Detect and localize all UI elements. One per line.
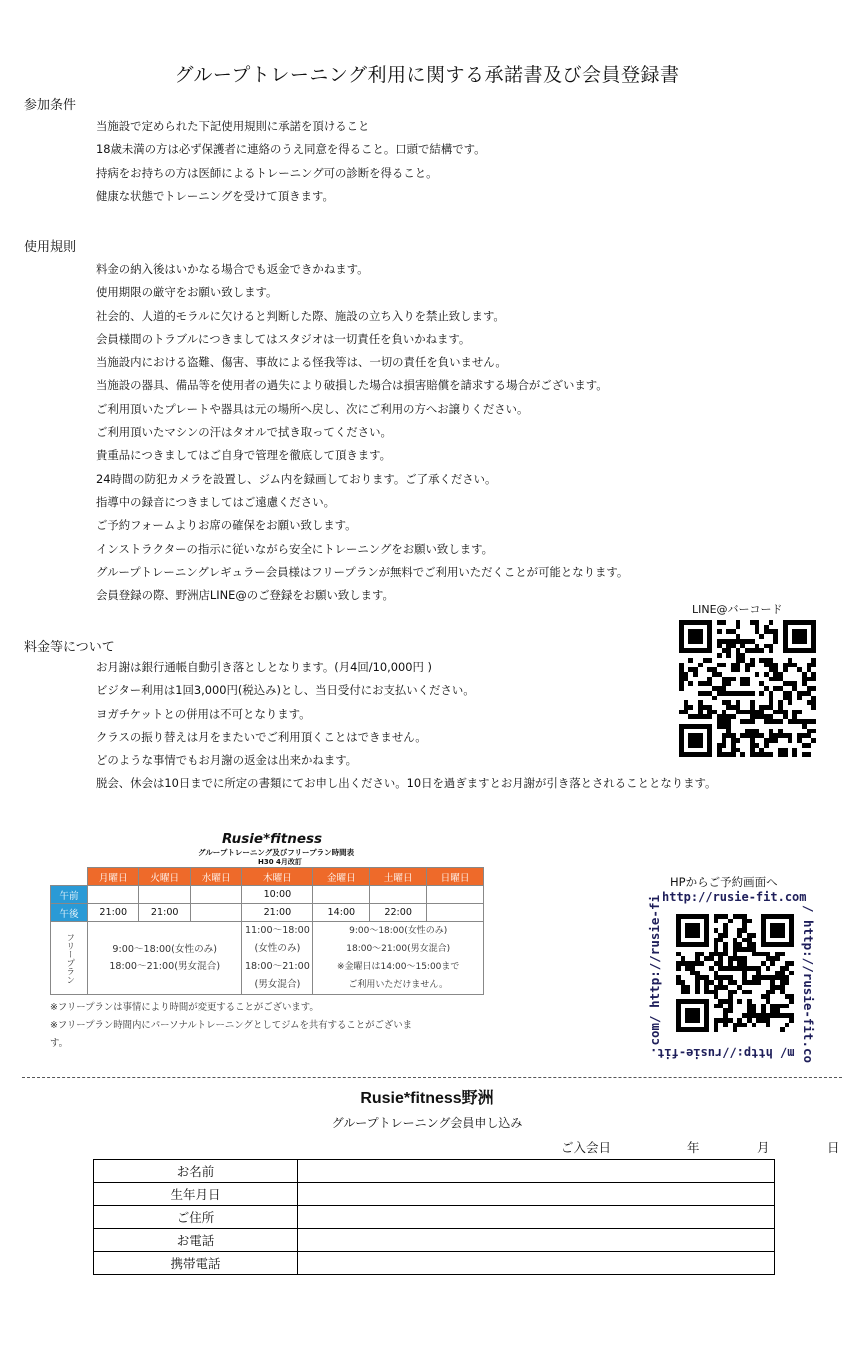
list-item: お月謝は銀行通帳自動引き落としとなります。(月4回/10,000円 ) — [96, 660, 432, 674]
list-item: 18歳未満の方は必ず保護者に連絡のうえ同意を得ること。口頭で結構です。 — [96, 142, 486, 157]
list-item: インストラクターの指示に従いながら安全にトレーニングをお願い致します。 — [96, 541, 493, 556]
qr-module — [811, 752, 816, 757]
table-row — [94, 1229, 775, 1252]
schedule-note: ※フリープラン時間内にパーソナルトレーニングとしてジムを共有することがございま — [50, 1020, 413, 1031]
qr-module — [789, 1027, 794, 1032]
table-cell: 14:00 — [313, 904, 370, 922]
table-row — [94, 1252, 775, 1275]
hp-qr-label: HPからご予約画面へ — [670, 875, 778, 889]
day-header: 火曜日 — [139, 868, 190, 886]
cut-line — [22, 1077, 842, 1078]
list-item: ご予約フォームよりお席の確保をお願い致します。 — [96, 518, 357, 533]
list-item: 健康な状態でトレーニングを受けて頂きます。 — [96, 188, 334, 203]
list-item: 会員様間のトラブルにつきましてはスタジオは一切責任を負いかねます。 — [96, 331, 471, 346]
pm-label: 午後 — [51, 904, 88, 922]
free-plan-thu — [242, 922, 313, 995]
list-item: 24時間の防犯カメラを設置し、ジム内を録画しております。ご了承ください。 — [96, 471, 497, 486]
list-item: 会員登録の際、野洲店LINE@のご登録をお願い致します。 — [96, 588, 394, 603]
field-label-mobile: 携帯電話 — [94, 1252, 298, 1275]
field-label-name: お名前 — [94, 1160, 298, 1183]
schedule-table — [50, 867, 484, 995]
phone-field[interactable] — [298, 1229, 775, 1252]
schedule-note: す。 — [50, 1038, 68, 1049]
free-plan-text: ご利用いただけません。 — [348, 980, 448, 990]
fees-heading: 料金等について — [24, 640, 115, 655]
schedule-revision: H30 4月改訂 — [258, 858, 302, 866]
free-plan-text: 9:00～18:00(女性のみ) — [349, 926, 448, 936]
conditions-heading: 参加条件 — [24, 98, 77, 113]
schedule-subtitle: グループトレーニング及びフリープラン時間表 — [198, 848, 355, 857]
field-label-birthdate: 生年月日 — [94, 1183, 298, 1206]
document-title: グループトレーニング利用に関する承諾書及び会員登録書 — [174, 64, 680, 86]
list-item: 持病をお持ちの方は医師によるトレーニング可の診断を得ること。 — [96, 165, 438, 180]
free-plan-text: 9:00～18:00(女性のみ) — [112, 944, 218, 955]
address-field[interactable] — [298, 1206, 775, 1229]
list-item: ヨガチケットとの併用は不可となります。 — [96, 706, 311, 721]
list-item: 脱会、休会は10日までに所定の書類にてお申し出ください。10日を過ぎますとお月謝が引き落とされることとなります。 — [96, 776, 717, 791]
table-row — [51, 904, 484, 922]
join-date-label: ご入会日 — [561, 1140, 612, 1155]
table-cell — [427, 886, 484, 904]
table-cell: 21:00 — [242, 904, 313, 922]
day-header: 木曜日 — [242, 868, 313, 886]
free-plan-text: 11:00～18:00 — [244, 925, 310, 936]
table-row — [51, 868, 484, 886]
table-cell: 10:00 — [242, 886, 313, 904]
hp-url-top: http://rusie-fit.com — [662, 890, 807, 904]
registration-table — [93, 1159, 775, 1275]
table-cell — [88, 886, 139, 904]
schedule-notes — [50, 999, 412, 1053]
list-item: 使用期限の厳守をお願い致します。 — [96, 285, 278, 300]
list-item: 社会的、人道的モラルに欠けると判断した際、施設の立ち入りを禁止致します。 — [96, 308, 505, 323]
corner-cell — [51, 868, 88, 886]
free-plan-mon-wed — [88, 922, 242, 995]
table-row — [94, 1206, 775, 1229]
name-field[interactable] — [298, 1160, 775, 1183]
table-cell — [370, 886, 427, 904]
table-cell — [190, 886, 241, 904]
form-title: グループトレーニング会員申し込み — [331, 1116, 523, 1130]
join-day-label: 日 — [827, 1140, 840, 1155]
rules-heading: 使用規則 — [24, 240, 77, 255]
list-item: クラスの振り替えは月をまたいでご利用頂くことはできません。 — [96, 729, 427, 744]
line-qr-label: LINE@バーコード — [692, 603, 783, 616]
conditions-list — [96, 115, 485, 208]
free-plan-text: (男女混合) — [254, 979, 301, 990]
table-cell — [190, 904, 241, 922]
table-cell: 21:00 — [139, 904, 190, 922]
join-year-label: 年 — [687, 1140, 700, 1155]
field-label-phone: お電話 — [94, 1229, 298, 1252]
day-header: 土曜日 — [370, 868, 427, 886]
shop-name: Rusie*fitness野洲 — [360, 1090, 494, 1107]
free-plan-text: ※金曜日は14:00～15:00まで — [336, 962, 460, 972]
hp-url-right: / http://rusie-fit.co — [801, 905, 816, 1064]
field-label-address: ご住所 — [94, 1206, 298, 1229]
list-item: 貴重品につきましてはご自身で管理を徹底して頂きます。 — [96, 448, 392, 463]
am-label: 午前 — [51, 886, 88, 904]
list-item: グループトレーニングレギュラー会員様はフリープランが無料でご利用いただくことが可能となります。 — [96, 564, 629, 579]
day-header: 水曜日 — [190, 868, 241, 886]
hp-url-left: com/ http://rusie-fi — [647, 895, 662, 1046]
free-plan-fri-sun — [313, 922, 484, 995]
list-item: どのような事情でもお月謝の返金は出来かねます。 — [96, 753, 358, 768]
day-header: 金曜日 — [313, 868, 370, 886]
table-row — [51, 922, 484, 995]
hp-qr-code — [676, 914, 794, 1032]
day-header: 日曜日 — [427, 868, 484, 886]
list-item: ご利用頂いたマシンの汗はタオルで拭き取ってください。 — [96, 425, 392, 440]
free-plan-text: (女性のみ) — [254, 943, 301, 954]
schedule-note: ※フリープランは事情により時間が変更することがございます。 — [50, 1002, 319, 1013]
list-item: 当施設で定められた下記使用規則に承諾を頂けること — [96, 119, 370, 133]
mobile-field[interactable] — [298, 1252, 775, 1275]
table-cell: 22:00 — [370, 904, 427, 922]
list-item: ご利用頂いたプレートや器具は元の場所へ戻し、次にご利用の方へお譲りください。 — [96, 401, 529, 416]
list-item: 指導中の録音につきましてはご遠慮ください。 — [96, 494, 335, 509]
free-plan-text: 18:00～21:00 — [244, 961, 310, 972]
table-row — [94, 1160, 775, 1183]
free-plan-text: 18:00～21:00(男女混合) — [109, 961, 221, 972]
hp-url-bottom: m/ http://rusie-fit. — [650, 1046, 795, 1060]
join-month-label: 月 — [757, 1140, 770, 1155]
day-header: 月曜日 — [88, 868, 139, 886]
free-plan-text: 18:00～21:00(男女混合) — [346, 944, 451, 954]
list-item: 当施設内における盗難、傷害、事故による怪我等は、一切の責任を負いません。 — [96, 355, 507, 370]
rules-list — [96, 258, 628, 607]
table-cell — [139, 886, 190, 904]
birthdate-field[interactable] — [298, 1183, 775, 1206]
fees-list — [96, 656, 716, 796]
table-row — [94, 1183, 775, 1206]
list-item: 当施設の器具、備品等を使用者の過失により破損した場合は損害賠償を請求する場合がございます。 — [96, 378, 608, 393]
table-row — [51, 886, 484, 904]
table-cell — [313, 886, 370, 904]
list-item: ビジター利用は1回3,000円(税込み)とし、当日受付にお支払いください。 — [96, 683, 475, 698]
free-plan-label: フリープラン — [51, 922, 88, 995]
table-cell: 21:00 — [88, 904, 139, 922]
list-item: 料金の納入後はいかなる場合でも返金できかねます。 — [96, 262, 369, 276]
table-cell — [427, 904, 484, 922]
schedule-logo: Rusie*fitness — [222, 831, 323, 847]
